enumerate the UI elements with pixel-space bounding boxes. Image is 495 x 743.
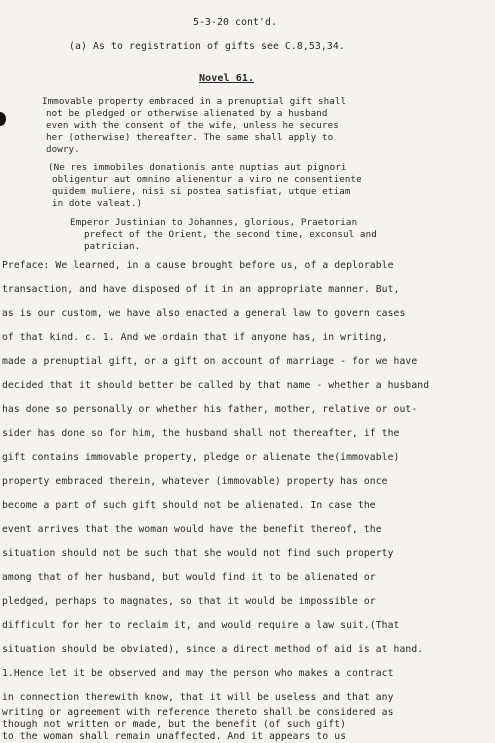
punch-hole: [0, 112, 6, 126]
registration-note: (a) As to registration of gifts see C.8,53,34.: [69, 41, 345, 52]
page-reference: 5-3-20 cont'd.: [193, 17, 277, 28]
address-line: patrician.: [84, 241, 141, 252]
body-line: of that kind. c. 1. And we ordain that if anyone has, in writing,: [2, 332, 388, 343]
latin-line: in dote valeat.): [52, 198, 143, 209]
latin-line: quidem muliere, nisi si postea satisfiat, utque etiam: [52, 186, 351, 197]
summary-line: even with the consent of the wife, unless he secures: [46, 120, 339, 131]
body-line: become a part of such gift should not be alienated. In case the: [2, 500, 376, 511]
summary-line: Immovable property embraced in a prenuptial gift shall: [42, 96, 347, 107]
body-line: event arrives that the woman would have the benefit thereof, the: [2, 524, 382, 535]
body-line: difficult for her to reclaim it, and would require a law suit.(That: [2, 620, 400, 631]
body-line: has done so personally or whether his father, mother, relative or out-: [2, 404, 418, 415]
address-line: Emperor Justinian to Johannes, glorious, Praetorian: [70, 217, 358, 228]
body-line: situation should not be such that she would not find such property: [2, 548, 394, 559]
summary-line: dowry.: [46, 144, 80, 155]
body-line: as is our custom, we have also enacted a general law to govern cases: [2, 308, 406, 319]
summary-line: her (otherwise) thereafter. The same shall apply to: [46, 132, 334, 143]
body-line: in connection therewith know, that it will be useless and that any: [2, 692, 394, 703]
body-line: decided that it should better be called by that name - whether a husband: [2, 380, 430, 391]
address-line: prefect of the Orient, the second time, exconsul and: [84, 229, 377, 240]
body-line: situation should be obviated), since a direct method of aid is at hand.: [2, 644, 424, 655]
body-line: property embraced therein, whatever (immovable) property has once: [2, 476, 388, 487]
summary-line: not be pledged or otherwise alienated by a husband: [46, 108, 328, 119]
body-line: pledged, perhaps to magnates, so that it would be impossible or: [2, 596, 376, 607]
body-line: made a prenuptial gift, or a gift on account of marriage - for we have: [2, 356, 418, 367]
body-line: among that of her husband, but would find it to be alienated or: [2, 572, 376, 583]
body-line: transaction, and have disposed of it in an appropriate manner. But,: [2, 284, 400, 295]
body-line: though not written or made, but the benefit (of such gift): [2, 719, 347, 730]
body-line: sider has done so for him, the husband shall not thereafter, if the: [2, 428, 400, 439]
latin-line: obligentur aut omnino alienentur a viro ne consentiente: [52, 174, 362, 185]
body-line: Preface: We learned, in a cause brought before us, of a deplorable: [2, 260, 394, 271]
body-line: gift contains immovable property, pledge or alienate the(immovable): [2, 452, 400, 463]
body-line: writing or agreement with reference thereto shall be considered as: [2, 707, 394, 718]
novel-title: Novel 61.: [199, 73, 255, 84]
latin-line: (Ne res immobiles donationis ante nuptias aut pignori: [48, 162, 347, 173]
body-line: 1.Hence let it be observed and may the person who makes a contract: [2, 668, 394, 679]
body-line: to the woman shall remain unaffected. And it appears to us: [2, 731, 347, 742]
